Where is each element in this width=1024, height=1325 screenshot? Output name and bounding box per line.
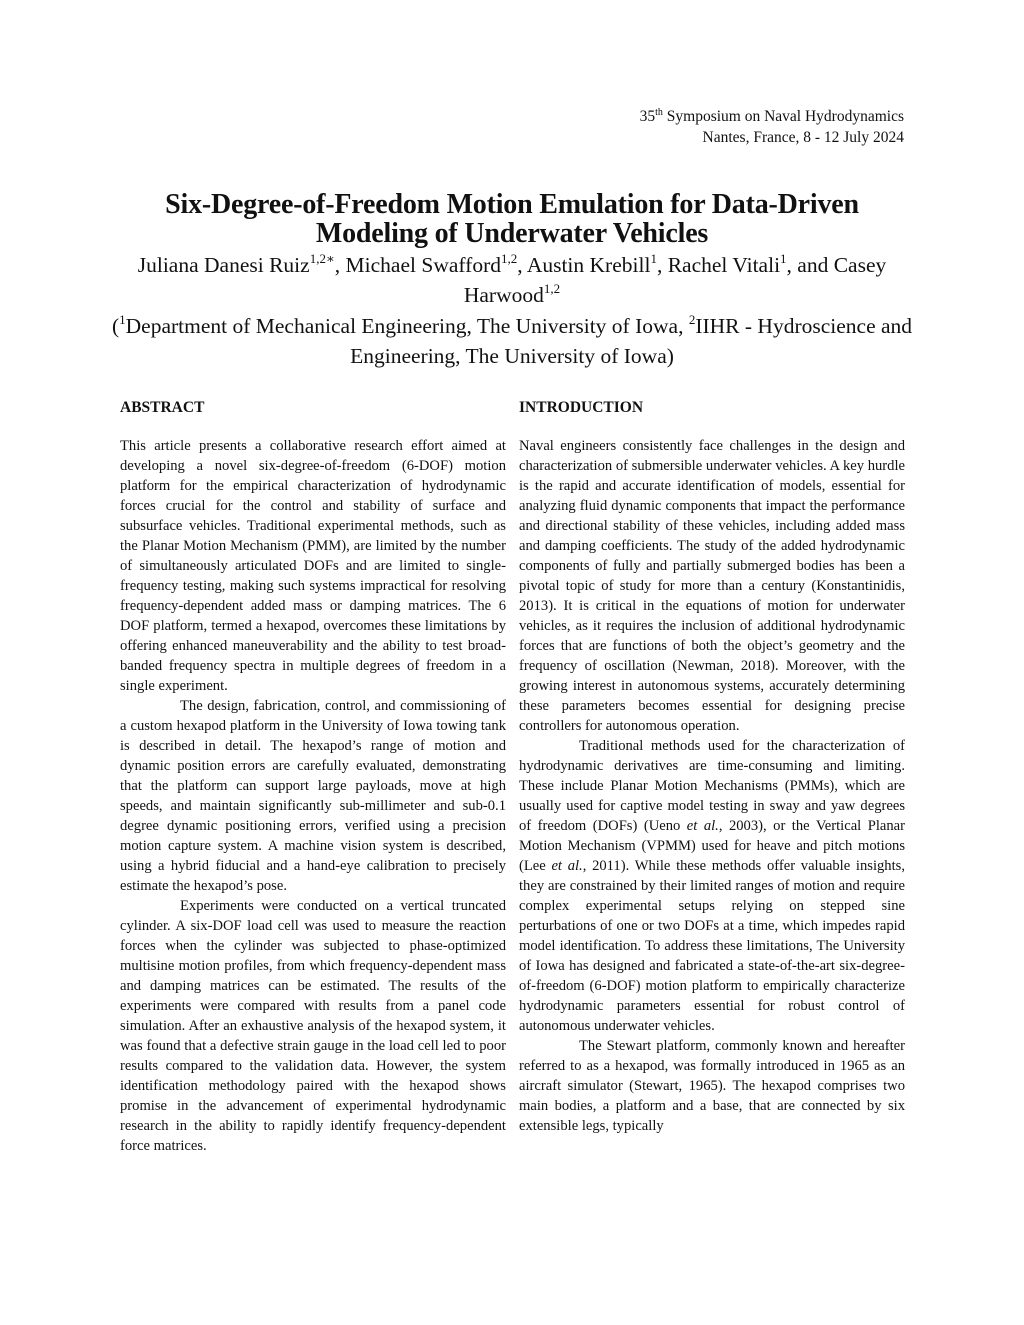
author-name: Juliana Danesi Ruiz: [137, 253, 310, 277]
intro-p2-text-c: , 2011). While these methods offer valuable insights, they are constrained by their limited ranges of motion and require complex experimental setups relying on stepped sine perturbations of one or two DOFs at a time, which impedes rapid model identification. To address these limitations, The University of Iowa has designed and fabricated a state-of-the-art six-degree-of-freedom (6-DOF) motion platform to empirically characterize hydrodynamic parameters essential for robust control of autonomous underwater vehicles.: [519, 858, 905, 1034]
paper-title: [100, 190, 924, 248]
symposium-number: 35: [639, 108, 656, 125]
author-name: Casey Harwood: [463, 253, 887, 307]
introduction-paragraph-2: [519, 736, 905, 1036]
introduction-column: [519, 398, 905, 1136]
symposium-line: [640, 106, 904, 127]
author-name: Rachel Vitali: [667, 253, 781, 277]
abstract-paragraph-2: The design, fabrication, control, and commissioning of a custom hexapod platform in the University of Iowa towing tank is described in detail. The hexapod’s range of motion and dynamic position errors are carefully evaluated, demonstrating that the platform can support large payloads, move at high speeds, and maintain significantly sub-millimeter and sub-0.1 degree dynamic positioning errors, verified using a precision motion capture system. A machine vision system is described, using a hybrid fiducial and a hand-eye calibration to precisely estimate the hexapod’s pose.: [120, 698, 506, 894]
author-list: [100, 250, 924, 310]
author-separator: ,: [517, 253, 527, 277]
intro-p2-text-b: , 2003), or the Vertical Planar Motion Mechanism (VPMM) used for heave and pitch motions (Lee: [519, 818, 905, 874]
symposium-name: Symposium on Naval Hydrodynamics: [666, 108, 904, 125]
author-separator: ,: [334, 253, 346, 277]
author-affil-sup: 1: [780, 251, 787, 266]
author-separator: ,: [656, 253, 668, 277]
introduction-paragraph-1: Naval engineers consistently face challenges in the design and characterization of submersible underwater vehicles. A key hurdle is the rapid and accurate identification of models, essential for analyzing fluid dynamic components that impact the performance and directional stability of these vehicles, including added mass and damping coefficients. The study of the added hydrodynamic components of fully and partially submerged bodies has been a pivotal topic of study for more than a century (Konstantinidis, 2013). It is critical in the equations of motion for underwater vehicles, as it requires the inclusion of additional hydrodynamic forces that are functions of both the object’s geometry and the frequency of oscillation (Newman, 2018). Moreover, with the growing interest in autonomous systems, accurately determining these parameters becomes essential for designing precise controllers for autonomous operation.: [519, 438, 905, 734]
abstract-paragraph-1: This article presents a collaborative research effort aimed at developing a novel six-degree-of-freedom (6-DOF) motion platform for the empirical characterization of hydrodynamic forces crucial for the control and stability of surface and subsurface vehicles. Traditional experimental methods, such as the Planar Motion Mechanism (PMM), are limited by the number of simultaneously articulated DOFs and are limited to single-frequency testing, making such systems impractical for resolving frequency-dependent added mass or damping matrices. The 6 DOF platform, termed a hexapod, overcomes these limitations by offering enhanced maneuverability and the ability to test broad-banded frequency spectra in multiple degrees of freedom in a single experiment.: [120, 438, 506, 694]
author-affil-sup: 1,2∗: [309, 251, 335, 266]
introduction-paragraph-3: The Stewart platform, commonly known and hereafter referred to as a hexapod, was formally introduced in 1965 as an aircraft simulator (Stewart, 1965). The hexapod comprises two main bodies, a platform and a base, that are connected by six extensible legs, typically: [519, 1038, 905, 1134]
author-name: Michael Swafford: [345, 253, 501, 277]
location-date: Nantes, France, 8 - 12 July 2024: [702, 129, 904, 146]
intro-p2-text-a: Traditional methods used for the characterization of hydrodynamic derivatives are time-consuming and limiting. These include Planar Motion Mechanisms (PMMs), which are usually used for captive model testing in sway and yaw degrees of freedom (DOFs) (Ueno: [519, 738, 905, 834]
affiliations: [100, 311, 924, 371]
author-affil-sup: 1: [650, 251, 657, 266]
intro-p2-etal-1: et al.: [686, 818, 719, 834]
affil-open-paren: (: [111, 314, 120, 338]
conference-header: [640, 106, 904, 148]
affil-2-sup: 2: [688, 312, 696, 327]
abstract-column: [120, 398, 506, 1156]
intro-p2-etal-2: et al.: [551, 858, 583, 874]
symposium-sup: th: [655, 107, 663, 118]
title-line-2: Modeling of Underwater Vehicles: [315, 218, 709, 249]
title-line-1: Six-Degree-of-Freedom Motion Emulation for Data-Driven: [165, 189, 859, 220]
affil-2-text: IIHR - Hydroscience and Engineering, The University of Iowa): [350, 314, 913, 368]
author-name: Austin Krebill: [526, 253, 651, 277]
author-separator: , and: [786, 253, 834, 277]
abstract-paragraph-3: Experiments were conducted on a vertical truncated cylinder. A six-DOF load cell was used to measure the reaction forces when the cylinder was subjected to phase-optimized multisine motion profiles, from which frequency-dependent mass and damping matrices can be estimated. The results of the experiments were compared with results from a panel code simulation. After an exhaustive analysis of the hexapod system, it was found that a defective strain gauge in the load cell led to poor results compared to the validation data. However, the system identification methodology paired with the hexapod shows promise in the advancement of experimental hydrodynamic research in the ability to rapidly identify frequency-dependent force matrices.: [120, 898, 506, 1154]
affil-1-text: Department of Mechanical Engineering, The University of Iowa,: [125, 314, 689, 338]
introduction-heading: INTRODUCTION: [519, 399, 644, 416]
abstract-heading: ABSTRACT: [120, 399, 205, 416]
affil-1-sup: 1: [119, 312, 126, 327]
author-affil-sup: 1,2: [500, 251, 518, 266]
author-affil-sup: 1,2: [543, 281, 561, 296]
